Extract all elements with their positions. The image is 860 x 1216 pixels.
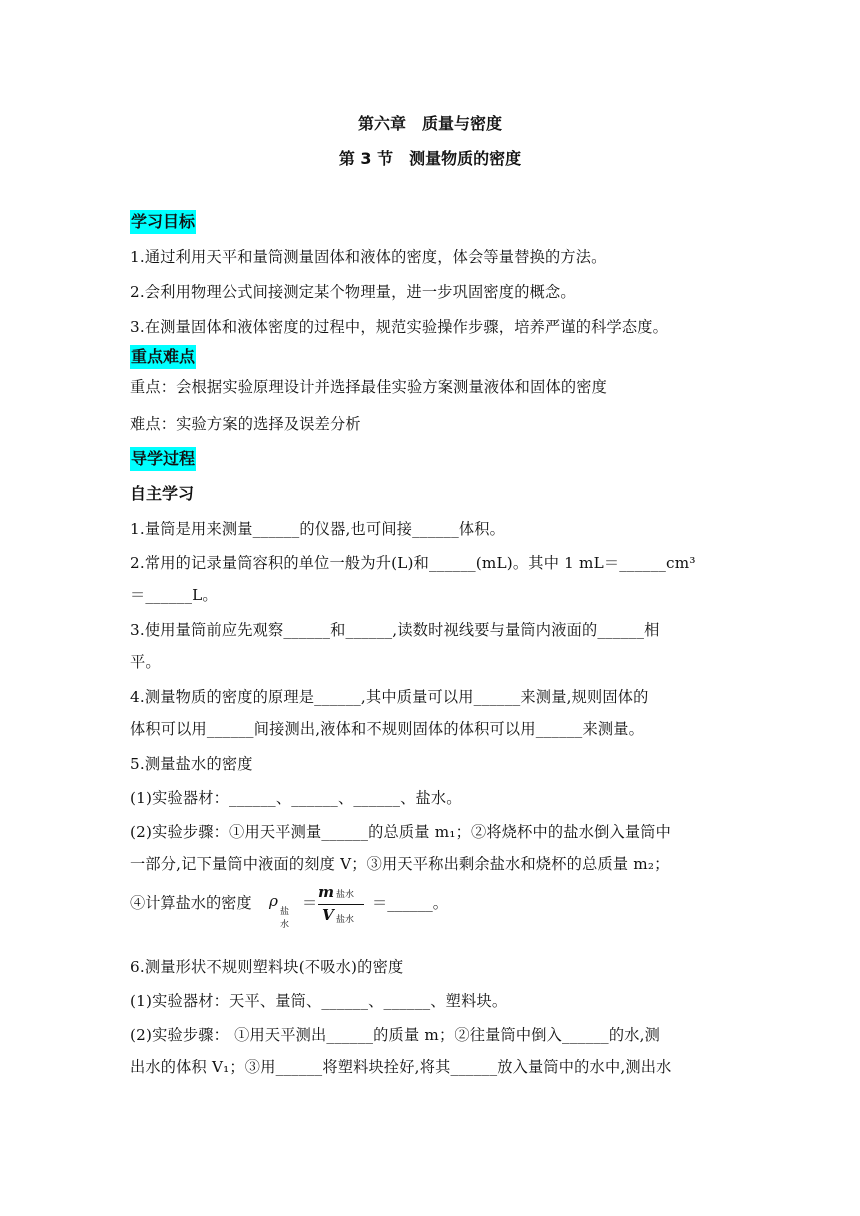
question-line: 4.测量物质的密度的原理是______,其中质量可以用______来测量,规则固体的	[130, 688, 649, 706]
goal-item-1: 1.通过利用天平和量筒测量固体和液体的密度，体会等量替换的方法。	[130, 248, 607, 266]
numerator-subscript: 盐水	[336, 890, 355, 900]
difficulty-text: 难点：实验方案的选择及误差分析	[130, 415, 361, 433]
question-line: 一部分,记下量筒中液面的刻度 V；③用天平称出剩余盐水和烧杯的总质量 m₂；	[130, 855, 670, 873]
question-line: ＝______L。	[130, 586, 218, 604]
heading-guided-process: 导学过程	[130, 447, 196, 471]
question-line: 出水的体积 V₁；③用______将塑料块拴好,将其______放入量筒中的水中,测出水	[130, 1058, 672, 1076]
question-line: 平。	[130, 653, 161, 671]
section-title: 第 3 节 测量物质的密度	[338, 149, 522, 168]
question-line: 6.测量形状不规则塑料块(不吸水)的密度	[130, 958, 404, 976]
question-line: 3.使用量筒前应先观察______和______,读数时视线要与量筒内液面的______相	[130, 621, 660, 639]
heading-key-points: 重点难点	[130, 345, 196, 369]
goal-item-2: 2.会利用物理公式间接测定某个物理量，进一步巩固密度的概念。	[130, 283, 576, 301]
equals-sign: ＝	[302, 894, 318, 912]
question-line: 2.常用的记录量筒容积的单位一般为升(L)和______(mL)。其中 1 mL＝______cm³	[130, 554, 696, 572]
question-line: 5.测量盐水的密度	[130, 755, 253, 773]
question-line: (1)实验器材：______、______、______、盐水。	[130, 789, 462, 807]
subheading-self-study: 自主学习	[130, 484, 195, 503]
denominator-subscript: 盐水	[336, 915, 355, 925]
chapter-title: 第六章 质量与密度	[357, 114, 502, 133]
heading-learning-goals: 学习目标	[130, 210, 196, 234]
question-line: (2)实验步骤：①用天平测量______的总质量 m₁；②将烧杯中的盐水倒入量筒中	[130, 823, 672, 841]
fraction-bar	[318, 904, 364, 905]
goal-item-3: 3.在测量固体和液体密度的过程中，规范实验操作步骤，培养严谨的科学态度。	[130, 318, 669, 336]
question-line: 1.量筒是用来测量______的仪器,也可间接______体积。	[130, 520, 506, 538]
rho-symbol: ρ	[269, 892, 278, 910]
denominator-v: V	[322, 906, 334, 924]
rho-subscript: 盐水	[280, 907, 290, 930]
formula-prefix: ④计算盐水的密度	[130, 894, 252, 912]
numerator-m: m	[318, 883, 335, 901]
formula-tail: ＝______。	[372, 894, 448, 912]
question-line: 体积可以用______间接测出,液体和不规则固体的体积可以用______来测量。	[130, 720, 645, 738]
question-line: (1)实验器材：天平、量筒、______、______、塑料块。	[130, 992, 508, 1010]
key-point-text: 重点：会根据实验原理设计并选择最佳实验方案测量液体和固体的密度	[130, 378, 608, 396]
fraction	[318, 885, 366, 931]
question-line: (2)实验步骤： ①用天平测出______的质量 m；②往量筒中倒入______的水,测	[130, 1026, 661, 1044]
